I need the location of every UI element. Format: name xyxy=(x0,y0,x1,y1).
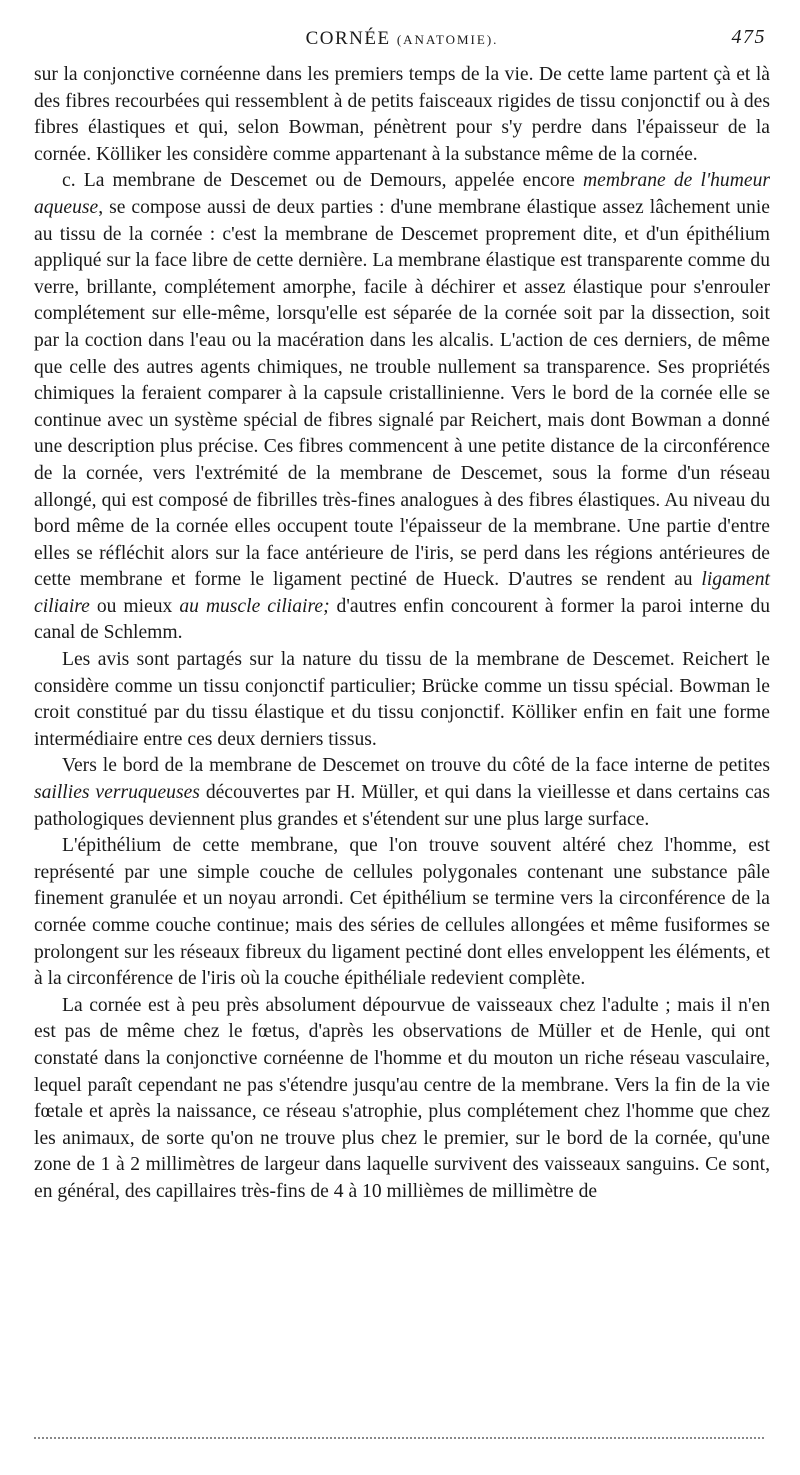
text-run: La cornée est à peu près absolument dépourvue de vaisseaux chez l'adulte ; mais il n'en est pas de même chez le fœtus, d'après les observations de Müller et de Henle, qui ont constaté dans la conjonctive cornéenne de l'homme et du mouton un riche réseau vasculaire, lequel paraît cependant ne pas s'étendre jusqu'au centre de la membrane. Vers la fin de la vie fœtale et après la naissance, ce réseau s'atrophie, plus complétement chez l'homme que chez les animaux, de sorte qu'on ne trouve plus chez le premier, sur le bord de la cornée, qu'une zone de 1 à 2 millimètres de largeur dans laquelle survivent des vaisseaux sanguins. Ce sont, en général, des capillaires très-fins de 4 à 10 millièmes de millimètre de xyxy=(34,994,770,1202)
text-run: ou mieux xyxy=(89,595,180,617)
text-run: Vers le bord de la membrane de Descemet on trouve du côté de la face interne de petites xyxy=(62,755,770,777)
footer-dotted-rule xyxy=(34,1437,764,1439)
italic-text: saillies verruqueuses xyxy=(34,782,200,804)
running-head xyxy=(34,24,770,58)
paragraph xyxy=(34,993,770,1206)
text-run: sur la conjonctive cornéenne dans les premiers temps de la vie. De cette lame partent çà et là des fibres recourbées qui ressemblent à de petits faisceaux rigides de tissu conjonctif ou à des fibres élastiques et qui, selon Bowman, pénètrent pour s'y perdre dans l'épaisseur de la cornée. Kölliker les considère comme appartenant à la substance même de la cornée. xyxy=(34,64,770,165)
header-title: CORNÉE xyxy=(305,28,391,49)
italic-text: au muscle ciliaire; xyxy=(179,595,330,617)
page xyxy=(34,24,770,1206)
text-run: d'autres enfin concourent à former la paroi interne du canal de Schlemm. xyxy=(34,595,770,644)
text-run: c. La membrane de Descemet ou de Demours, appelée encore xyxy=(62,170,583,192)
paragraph xyxy=(34,833,770,993)
page-number: 475 xyxy=(731,26,766,48)
paragraph xyxy=(34,62,770,168)
body-text xyxy=(34,62,770,1206)
paragraph xyxy=(34,647,770,753)
header-subtitle: (ANATOMIE). xyxy=(396,32,499,47)
text-run: Les avis sont partagés sur la nature du tissu de la membrane de Descemet. Reichert le considère comme un tissu conjonctif particulier; Brücke comme un tissu spécial. Bowman le croit constitué par du tissu élastique et du tissu conjonctif. Kölliker enfin en fait une forme intermédiaire entre ces deux derniers tissus. xyxy=(34,649,770,750)
paragraph xyxy=(34,168,770,647)
text-run: , se compose aussi de deux parties : d'une membrane élastique assez lâchement unie au tissu de la cornée : c'est la membrane de Descemet proprement dite, et d'un épithélium appliqué sur la face libre de cette dernière. La membrane élastique est transparente comme du verre, brillante, complétement amorphe, facile à déchirer et assez élastique pour s'enrouler complétement sur elle-même, lorsqu'elle est séparée de la cornée soit par la dissection, soit par la coction dans l'eau ou la macération dans les alcalis. L'action de ces derniers, de même que celle des autres agents chimiques, ne trouble nullement sa transparence. Ses propriétés chimiques la feraient comparer à la capsule cristallinienne. Vers le bord de la cornée elle se continue avec un système spécial de fibres signalé par Reichert, mais dont Bowman a donné une description plus précise. Ces fibres commencent à une petite distance de la circonférence de la cornée, vers l'extrémité de la membrane de Descemet, sous la forme d'un réseau allongé, qui est composé de fibrilles très-fines analogues à des fibres élastiques. Au niveau du bord même de la cornée elles occupent toute l'épaisseur de la membrane. Une partie d'entre elles se réfléchit alors sur la face antérieure de l'iris, se perd dans les régions antérieures de cette membrane et forme le ligament pectiné de Hueck. D'autres se rendent au xyxy=(34,196,770,591)
italic-text: membrane de l'humeur aqueuse xyxy=(34,170,770,218)
text-run: découvertes par H. Müller, et qui dans la vieillesse et dans certains cas pathologiques deviennent plus grandes et s'étendent sur une plus large surface. xyxy=(34,782,770,830)
text-run: L'épithélium de cette membrane, que l'on trouve souvent altéré chez l'homme, est représenté par une simple couche de cellules polygonales contenant une substance pâle finement granulée et un noyau arrondi. Cet épithélium se termine vers la circonférence de la cornée comme couche continue; mais des séries de cellules allongées et même fusiformes se prolongent sur les réseaux fibreux du ligament pectiné dont elles enveloppent les éléments, et à la circonférence de l'iris où la couche épithéliale redevient complète. xyxy=(34,835,770,990)
italic-text: ligament ciliaire xyxy=(34,569,770,617)
paragraph xyxy=(34,753,770,833)
running-title xyxy=(34,28,770,50)
